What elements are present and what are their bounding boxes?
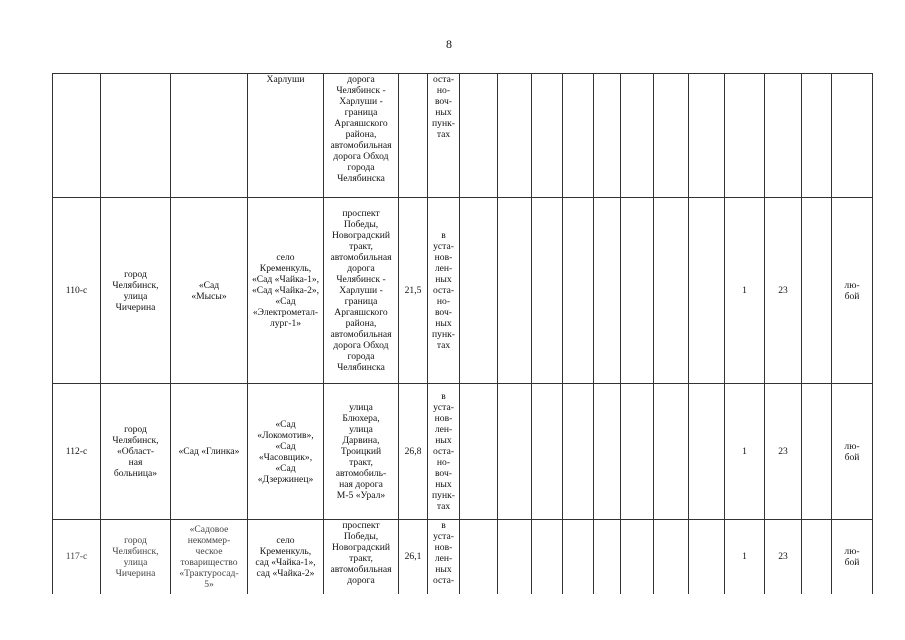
end-point-cell — [171, 74, 248, 198]
empty-cell — [460, 74, 498, 198]
stop-procedure-cell: в уста- нов- лен- ных оста- но- воч- ных пунк- тах — [428, 198, 460, 384]
route-number-cell: 112-с — [53, 384, 101, 520]
table-row — [53, 74, 873, 198]
start-point-cell: город Челябинск, улица Чичерина — [101, 198, 171, 384]
stop-procedure-cell: в уста- нов- лен- ных оста- но- воч- ных пунк- тах — [428, 384, 460, 520]
empty-cell — [460, 198, 498, 384]
empty-cell — [563, 74, 594, 198]
empty-cell — [498, 74, 532, 198]
stop-procedure-cell: оста- но- воч- ных пунк- тах — [428, 74, 460, 198]
table-row — [53, 384, 873, 520]
vehicle-number-cell: 23 — [765, 198, 802, 384]
empty-cell — [689, 198, 725, 384]
route-number-cell: 110-с — [53, 198, 101, 384]
empty-cell — [594, 384, 621, 520]
streets-cell: дорога Челябинск - Харлуши - граница Аргаяшского района, автомобильная дорога Обход города Челябинска — [324, 74, 399, 198]
empty-cell — [563, 198, 594, 384]
empty-cell — [689, 384, 725, 520]
start-point-cell: город Челябинск, улица Чичерина — [101, 520, 171, 594]
vehicle-number-cell: 23 — [765, 384, 802, 520]
empty-cell — [532, 198, 563, 384]
end-point-cell: «Садовое некоммер- ческое товарищество «Трактуросад- 5» — [171, 520, 248, 594]
empty-cell — [563, 520, 594, 594]
empty-cell — [654, 198, 689, 384]
empty-cell — [654, 520, 689, 594]
empty-cell — [802, 520, 832, 594]
table-row — [53, 198, 873, 384]
season-cell: лю- бой — [832, 384, 873, 520]
empty-cell — [498, 198, 532, 384]
intermediate-stops-cell: село Кременкуль, «Сад «Чайка-1», «Сад «Чайка-2», «Сад «Электрометал- лург-1» — [248, 198, 324, 384]
page-number: 8 — [446, 37, 452, 51]
empty-cell — [532, 520, 563, 594]
vehicle-count-cell: 1 — [725, 384, 765, 520]
empty-cell — [594, 520, 621, 594]
season-cell — [832, 74, 873, 198]
length-cell — [399, 74, 428, 198]
intermediate-stops-cell: село Кременкуль, сад «Чайка-1», сад «Чайка-2» — [248, 520, 324, 594]
empty-cell — [563, 384, 594, 520]
empty-cell — [460, 384, 498, 520]
empty-cell — [621, 74, 654, 198]
empty-cell — [654, 384, 689, 520]
empty-cell — [532, 74, 563, 198]
empty-cell — [621, 198, 654, 384]
streets-cell: проспект Победы, Новоградский тракт, автомобильная дорога — [324, 520, 399, 594]
empty-cell — [498, 384, 532, 520]
route-table — [52, 73, 873, 594]
empty-cell — [621, 384, 654, 520]
vehicle-count-cell: 1 — [725, 520, 765, 594]
end-point-cell: «Сад «Мысы» — [171, 198, 248, 384]
empty-cell — [594, 198, 621, 384]
length-cell: 21,5 — [399, 198, 428, 384]
season-cell: лю- бой — [832, 520, 873, 594]
end-point-cell: «Сад «Глинка» — [171, 384, 248, 520]
length-cell: 26,8 — [399, 384, 428, 520]
empty-cell — [460, 520, 498, 594]
empty-cell — [532, 384, 563, 520]
start-point-cell — [101, 74, 171, 198]
table-row — [53, 520, 873, 594]
streets-cell: проспект Победы, Новоградский тракт, автомобильная дорога Челябинск - Харлуши - граница Аргаяшского района, автомобильная дорога Обход города Челябинска — [324, 198, 399, 384]
empty-cell — [621, 520, 654, 594]
start-point-cell: город Челябинск, «Област- ная больница» — [101, 384, 171, 520]
vehicle-number-cell: 23 — [765, 520, 802, 594]
empty-cell — [689, 74, 725, 198]
route-number-cell — [53, 74, 101, 198]
empty-cell — [498, 520, 532, 594]
route-number-cell: 117-с — [53, 520, 101, 594]
streets-cell: улица Блюхера, улица Дарвина, Троицкий тракт, автомобиль- ная дорога М-5 «Урал» — [324, 384, 399, 520]
vehicle-number-cell — [765, 74, 802, 198]
empty-cell — [802, 74, 832, 198]
intermediate-stops-cell: «Сад «Локомотив», «Сад «Часовщик», «Сад «Дзержинец» — [248, 384, 324, 520]
season-cell: лю- бой — [832, 198, 873, 384]
length-cell: 26,1 — [399, 520, 428, 594]
vehicle-count-cell — [725, 74, 765, 198]
empty-cell — [802, 384, 832, 520]
intermediate-stops-cell: Харлуши — [248, 74, 324, 198]
empty-cell — [594, 74, 621, 198]
empty-cell — [802, 198, 832, 384]
empty-cell — [689, 520, 725, 594]
vehicle-count-cell: 1 — [725, 198, 765, 384]
stop-procedure-cell: в уста- нов- лен- ных оста- — [428, 520, 460, 594]
empty-cell — [654, 74, 689, 198]
